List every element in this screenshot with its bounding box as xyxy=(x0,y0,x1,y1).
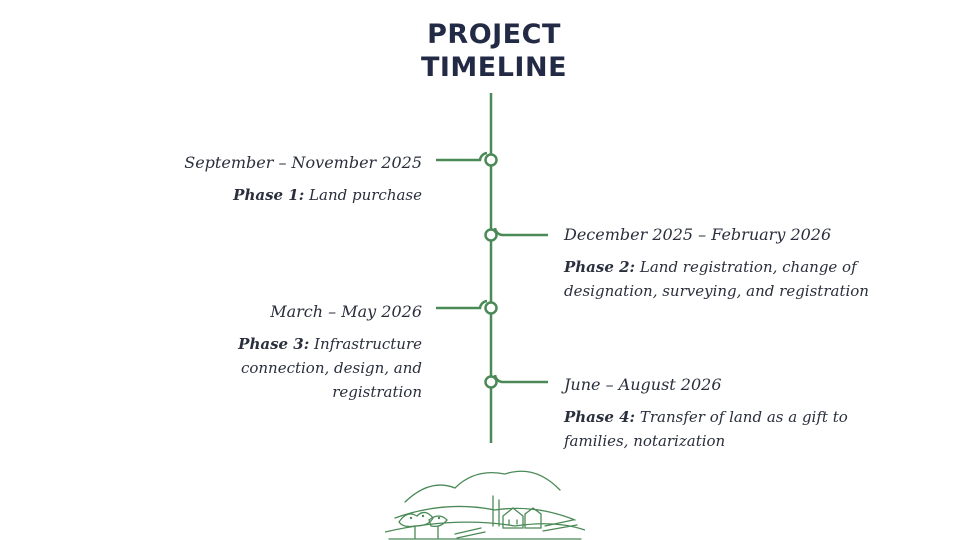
phase-4-entry xyxy=(564,375,894,453)
phase-1-label: Phase 1: xyxy=(233,186,305,204)
title-line-2: TIMELINE xyxy=(420,52,568,83)
village-landscape-icon xyxy=(385,460,585,540)
phase-3-text: Infrastructure connection, design, and registration xyxy=(240,335,422,401)
phase-1-entry xyxy=(184,153,422,207)
phase-2-label: Phase 2: xyxy=(564,258,636,276)
timeline-node-2 xyxy=(486,228,549,241)
phase-4-label: Phase 4: xyxy=(564,408,636,426)
phase-3-label: Phase 3: xyxy=(238,335,310,353)
title-line-1: PROJECT xyxy=(427,19,561,50)
timeline-node-3 xyxy=(436,301,497,314)
phase-2-description xyxy=(564,255,924,303)
timeline-node-1 xyxy=(436,153,497,166)
phase-4-description xyxy=(564,405,894,453)
phase-4-text: Transfer of land as a gift to families, notarization xyxy=(564,408,848,450)
phase-4-date: June – August 2026 xyxy=(564,375,722,394)
phase-2-entry xyxy=(564,225,924,303)
phase-2-text: Land registration, change of designation, surveying, and registration xyxy=(564,258,869,300)
phase-1-description xyxy=(184,183,422,207)
phase-1-date: September – November 2025 xyxy=(184,153,422,172)
phase-3-date: March – May 2026 xyxy=(270,302,422,321)
phase-1-text: Land purchase xyxy=(309,186,422,204)
timeline-node-4 xyxy=(486,375,549,388)
phase-2-date: December 2025 – February 2026 xyxy=(564,225,832,244)
phase-3-entry xyxy=(162,302,422,404)
phase-3-description xyxy=(162,332,422,404)
